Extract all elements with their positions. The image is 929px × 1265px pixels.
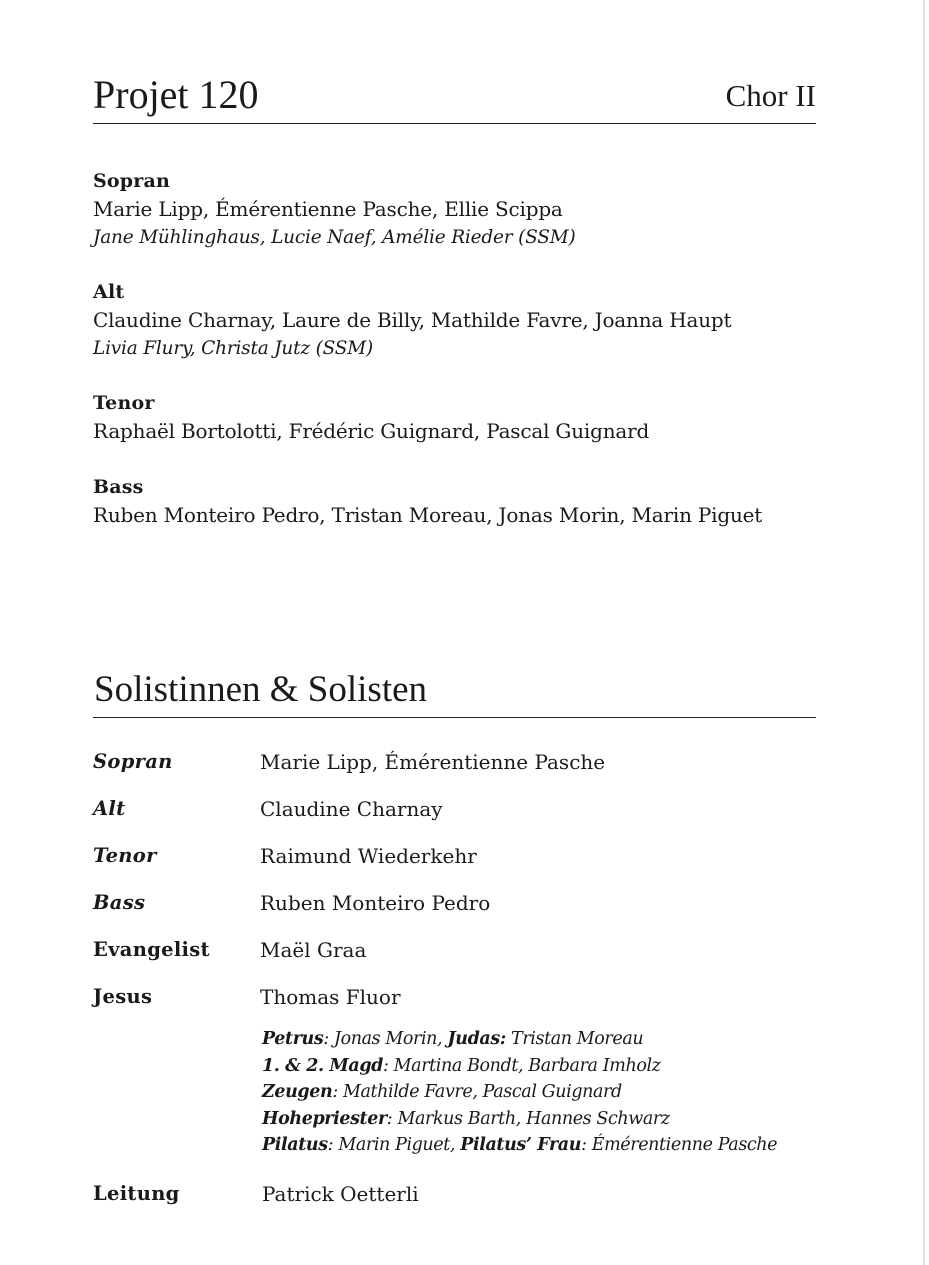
soloists-list [93, 746, 873, 1028]
soloist-row [93, 981, 873, 1028]
voice-label: Bass [93, 476, 144, 498]
voice-label: Tenor [93, 392, 155, 414]
minor-role-singer: : Marin Piguet, [327, 1135, 461, 1155]
minor-role-singer: : Jonas Morin, [323, 1029, 448, 1049]
page-header [93, 72, 816, 124]
voice-group-alt [93, 279, 833, 362]
minor-roles-line [262, 1106, 862, 1133]
soloist-name: Marie Lipp, Émérentienne Pasche [260, 750, 606, 774]
minor-role: Judas: [447, 1029, 506, 1049]
page-edge [923, 0, 925, 1265]
minor-role: 1. & 2. Magd [262, 1055, 383, 1076]
voice-names: Marie Lipp, Émérentienne Pasche, Ellie Scippa [93, 197, 563, 221]
soloist-role: Sopran [93, 750, 173, 773]
minor-role: Hohepriester [262, 1108, 387, 1129]
leitung-role: Leitung [93, 1182, 180, 1205]
minor-role-singer: : Émérentienne Pasche [581, 1135, 778, 1155]
voice-group-sopran [93, 168, 833, 251]
minor-roles-line [262, 1132, 862, 1159]
soloist-row [93, 887, 873, 934]
page-title: Projet 120 [93, 72, 259, 117]
minor-role: Pilatus’ Frau [460, 1135, 582, 1155]
minor-role-singer: : Mathilde Favre, Pascal Guignard [332, 1082, 622, 1102]
leitung-row [93, 1178, 419, 1210]
soloists-title: Solistinnen & Solisten [94, 669, 428, 710]
voice-guests: Jane Mühlinghaus, Lucie Naef, Amélie Rieder (SSM) [93, 227, 576, 248]
minor-role-singer: : Martina Bondt, Barbara Imholz [383, 1055, 661, 1076]
soloist-role: Jesus [93, 985, 153, 1008]
voice-group-bass [93, 474, 833, 530]
soloist-name: Raimund Wiederkehr [260, 844, 477, 868]
choir-section [93, 168, 833, 558]
soloist-row [93, 746, 873, 793]
minor-role-singer: Tristan Moreau [505, 1029, 644, 1049]
voice-guests: Livia Flury, Christa Jutz (SSM) [93, 338, 374, 359]
minor-roles [262, 1026, 862, 1159]
voice-label: Sopran [93, 170, 171, 192]
soloists-header [93, 666, 816, 718]
soloist-name: Ruben Monteiro Pedro [260, 891, 491, 915]
minor-role: Pilatus [262, 1135, 328, 1155]
soloist-row [93, 840, 873, 887]
soloist-role: Tenor [93, 844, 157, 867]
minor-roles-line [262, 1026, 862, 1053]
voice-names: Raphaël Bortolotti, Frédéric Guignard, Pascal Guignard [93, 419, 650, 443]
soloist-row [93, 793, 873, 840]
soloist-name: Thomas Fluor [260, 985, 401, 1009]
soloist-row [93, 934, 873, 981]
soloist-role: Bass [93, 891, 146, 914]
minor-role: Petrus [262, 1029, 324, 1049]
soloist-name: Claudine Charnay [260, 797, 443, 821]
minor-role-singer: : Markus Barth, Hannes Schwarz [386, 1108, 670, 1129]
voice-names: Ruben Monteiro Pedro, Tristan Moreau, Jonas Morin, Marin Piguet [93, 503, 763, 527]
minor-roles-line [262, 1053, 862, 1080]
soloist-name: Maël Graa [260, 938, 367, 962]
soloist-role: Evangelist [93, 938, 210, 961]
minor-role: Zeugen [262, 1082, 333, 1102]
minor-roles-line [262, 1079, 862, 1106]
leitung-name: Patrick Oetterli [262, 1182, 419, 1206]
voice-label: Alt [93, 281, 125, 303]
soloist-role: Alt [93, 797, 126, 820]
voice-group-tenor [93, 390, 833, 446]
voice-names: Claudine Charnay, Laure de Billy, Mathilde Favre, Joanna Haupt [93, 308, 732, 332]
page-subtitle: Chor II [725, 78, 816, 113]
